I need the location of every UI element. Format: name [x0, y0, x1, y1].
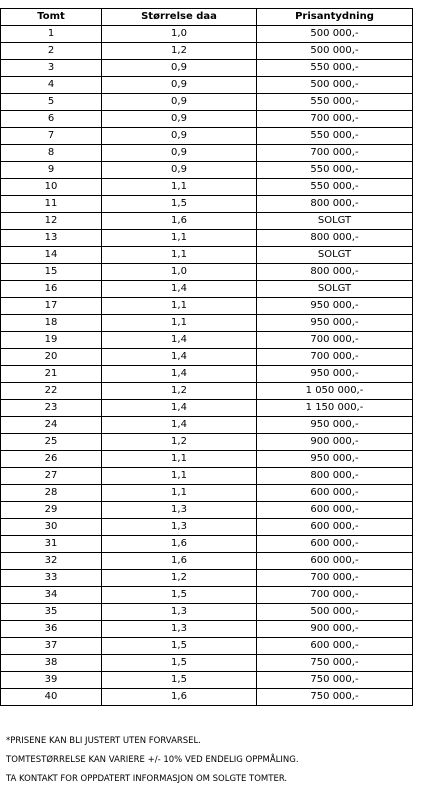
cell-size: 1,5	[102, 672, 257, 689]
table-row	[1, 111, 413, 128]
cell-size: 1,5	[102, 196, 257, 213]
cell-size: 1,2	[102, 570, 257, 587]
cell-lot: 6	[1, 111, 102, 128]
cell-size: 1,1	[102, 315, 257, 332]
cell-price: 800 000,-	[257, 196, 413, 213]
cell-size: 1,0	[102, 26, 257, 43]
table-row	[1, 587, 413, 604]
cell-size: 1,4	[102, 417, 257, 434]
cell-price: 900 000,-	[257, 621, 413, 638]
cell-price: SOLGT	[257, 247, 413, 264]
cell-lot: 22	[1, 383, 102, 400]
cell-price: 950 000,-	[257, 298, 413, 315]
cell-lot: 18	[1, 315, 102, 332]
cell-size: 1,5	[102, 655, 257, 672]
cell-price: 600 000,-	[257, 485, 413, 502]
cell-lot: 30	[1, 519, 102, 536]
table-row	[1, 315, 413, 332]
cell-price: 800 000,-	[257, 468, 413, 485]
footnotes	[6, 732, 299, 789]
table-row	[1, 502, 413, 519]
cell-price: 1 050 000,-	[257, 383, 413, 400]
table-row	[1, 213, 413, 230]
cell-price: 500 000,-	[257, 77, 413, 94]
cell-size: 1,4	[102, 366, 257, 383]
cell-price: SOLGT	[257, 213, 413, 230]
cell-size: 1,4	[102, 349, 257, 366]
cell-lot: 15	[1, 264, 102, 281]
cell-size: 1,5	[102, 587, 257, 604]
cell-size: 1,6	[102, 689, 257, 706]
cell-lot: 35	[1, 604, 102, 621]
cell-size: 0,9	[102, 162, 257, 179]
cell-size: 0,9	[102, 128, 257, 145]
cell-size: 0,9	[102, 77, 257, 94]
cell-price: 550 000,-	[257, 60, 413, 77]
table-row	[1, 366, 413, 383]
cell-size: 1,2	[102, 383, 257, 400]
cell-price: 500 000,-	[257, 43, 413, 60]
cell-lot: 29	[1, 502, 102, 519]
cell-size: 1,0	[102, 264, 257, 281]
cell-lot: 7	[1, 128, 102, 145]
table-row	[1, 128, 413, 145]
note-size-variation: TOMTESTØRRELSE KAN VARIERE +/- 10% VED ENDELIG OPPMÅLING.	[6, 755, 299, 765]
table-row	[1, 230, 413, 247]
cell-size: 1,1	[102, 451, 257, 468]
cell-size: 1,3	[102, 502, 257, 519]
table-row	[1, 60, 413, 77]
cell-size: 1,6	[102, 213, 257, 230]
cell-lot: 26	[1, 451, 102, 468]
note-price-adjustment: *PRISENE KAN BLI JUSTERT UTEN FORVARSEL.	[6, 736, 201, 746]
table-header-row	[1, 9, 413, 26]
cell-lot: 28	[1, 485, 102, 502]
cell-size: 1,6	[102, 553, 257, 570]
cell-size: 1,2	[102, 43, 257, 60]
note-contact-info: TA KONTAKT FOR OPPDATERT INFORMASJON OM SOLGTE TOMTER.	[6, 774, 288, 784]
cell-lot: 2	[1, 43, 102, 60]
cell-price: 750 000,-	[257, 672, 413, 689]
table-row	[1, 264, 413, 281]
cell-price: 550 000,-	[257, 94, 413, 111]
table-row	[1, 298, 413, 315]
table-row	[1, 519, 413, 536]
table-row	[1, 196, 413, 213]
table-row	[1, 281, 413, 298]
cell-lot: 10	[1, 179, 102, 196]
table-row	[1, 247, 413, 264]
table-row	[1, 638, 413, 655]
cell-lot: 1	[1, 26, 102, 43]
cell-price: 700 000,-	[257, 570, 413, 587]
table-row	[1, 77, 413, 94]
table-row	[1, 179, 413, 196]
cell-price: 1 150 000,-	[257, 400, 413, 417]
cell-size: 0,9	[102, 145, 257, 162]
cell-price: 800 000,-	[257, 264, 413, 281]
cell-lot: 19	[1, 332, 102, 349]
cell-lot: 39	[1, 672, 102, 689]
cell-size: 1,5	[102, 638, 257, 655]
cell-lot: 5	[1, 94, 102, 111]
cell-price: 600 000,-	[257, 553, 413, 570]
cell-price: 550 000,-	[257, 179, 413, 196]
cell-lot: 11	[1, 196, 102, 213]
cell-lot: 25	[1, 434, 102, 451]
cell-price: 600 000,-	[257, 502, 413, 519]
table-row	[1, 451, 413, 468]
table-row	[1, 604, 413, 621]
table-row	[1, 570, 413, 587]
cell-lot: 16	[1, 281, 102, 298]
cell-price: 700 000,-	[257, 587, 413, 604]
cell-price: 600 000,-	[257, 638, 413, 655]
cell-price: 900 000,-	[257, 434, 413, 451]
cell-price: 500 000,-	[257, 26, 413, 43]
cell-price: 950 000,-	[257, 417, 413, 434]
table-row	[1, 349, 413, 366]
cell-size: 1,4	[102, 400, 257, 417]
cell-lot: 36	[1, 621, 102, 638]
cell-size: 1,1	[102, 485, 257, 502]
cell-size: 1,4	[102, 281, 257, 298]
cell-lot: 9	[1, 162, 102, 179]
cell-lot: 13	[1, 230, 102, 247]
cell-lot: 17	[1, 298, 102, 315]
cell-price: 700 000,-	[257, 349, 413, 366]
table-row	[1, 332, 413, 349]
cell-price: 600 000,-	[257, 536, 413, 553]
table-row	[1, 621, 413, 638]
table-row	[1, 655, 413, 672]
cell-lot: 33	[1, 570, 102, 587]
cell-price: 550 000,-	[257, 162, 413, 179]
cell-lot: 3	[1, 60, 102, 77]
cell-lot: 23	[1, 400, 102, 417]
cell-price: 750 000,-	[257, 689, 413, 706]
lot-price-table	[0, 8, 413, 706]
cell-price: 800 000,-	[257, 230, 413, 247]
cell-size: 1,2	[102, 434, 257, 451]
cell-price: 950 000,-	[257, 315, 413, 332]
cell-lot: 31	[1, 536, 102, 553]
cell-price: 700 000,-	[257, 111, 413, 128]
cell-size: 1,1	[102, 468, 257, 485]
cell-lot: 21	[1, 366, 102, 383]
table-row	[1, 162, 413, 179]
cell-size: 1,1	[102, 247, 257, 264]
table-row	[1, 434, 413, 451]
cell-lot: 4	[1, 77, 102, 94]
cell-lot: 34	[1, 587, 102, 604]
cell-price: 550 000,-	[257, 128, 413, 145]
cell-lot: 12	[1, 213, 102, 230]
cell-size: 1,4	[102, 332, 257, 349]
cell-lot: 32	[1, 553, 102, 570]
cell-price: SOLGT	[257, 281, 413, 298]
table-row	[1, 689, 413, 706]
cell-price: 700 000,-	[257, 332, 413, 349]
cell-lot: 40	[1, 689, 102, 706]
cell-size: 0,9	[102, 111, 257, 128]
cell-price: 950 000,-	[257, 451, 413, 468]
cell-lot: 8	[1, 145, 102, 162]
table-row	[1, 485, 413, 502]
table-row	[1, 400, 413, 417]
header-price: Prisantydning	[257, 9, 413, 26]
cell-size: 1,3	[102, 519, 257, 536]
cell-price: 950 000,-	[257, 366, 413, 383]
cell-lot: 38	[1, 655, 102, 672]
cell-lot: 27	[1, 468, 102, 485]
cell-size: 1,6	[102, 536, 257, 553]
cell-size: 1,3	[102, 604, 257, 621]
cell-size: 1,1	[102, 298, 257, 315]
cell-lot: 24	[1, 417, 102, 434]
table-row	[1, 145, 413, 162]
cell-lot: 20	[1, 349, 102, 366]
table-row	[1, 553, 413, 570]
table-row	[1, 26, 413, 43]
cell-price: 600 000,-	[257, 519, 413, 536]
cell-size: 1,3	[102, 621, 257, 638]
table-row	[1, 94, 413, 111]
table-row	[1, 43, 413, 60]
table-row	[1, 417, 413, 434]
cell-price: 500 000,-	[257, 604, 413, 621]
header-size: Størrelse daa	[102, 9, 257, 26]
table-row	[1, 383, 413, 400]
header-lot: Tomt	[1, 9, 102, 26]
table-row	[1, 536, 413, 553]
cell-price: 750 000,-	[257, 655, 413, 672]
table-row	[1, 468, 413, 485]
cell-lot: 37	[1, 638, 102, 655]
table-body	[1, 26, 413, 706]
cell-price: 700 000,-	[257, 145, 413, 162]
cell-size: 1,1	[102, 230, 257, 247]
cell-lot: 14	[1, 247, 102, 264]
cell-size: 0,9	[102, 60, 257, 77]
cell-size: 1,1	[102, 179, 257, 196]
table-row	[1, 672, 413, 689]
cell-size: 0,9	[102, 94, 257, 111]
